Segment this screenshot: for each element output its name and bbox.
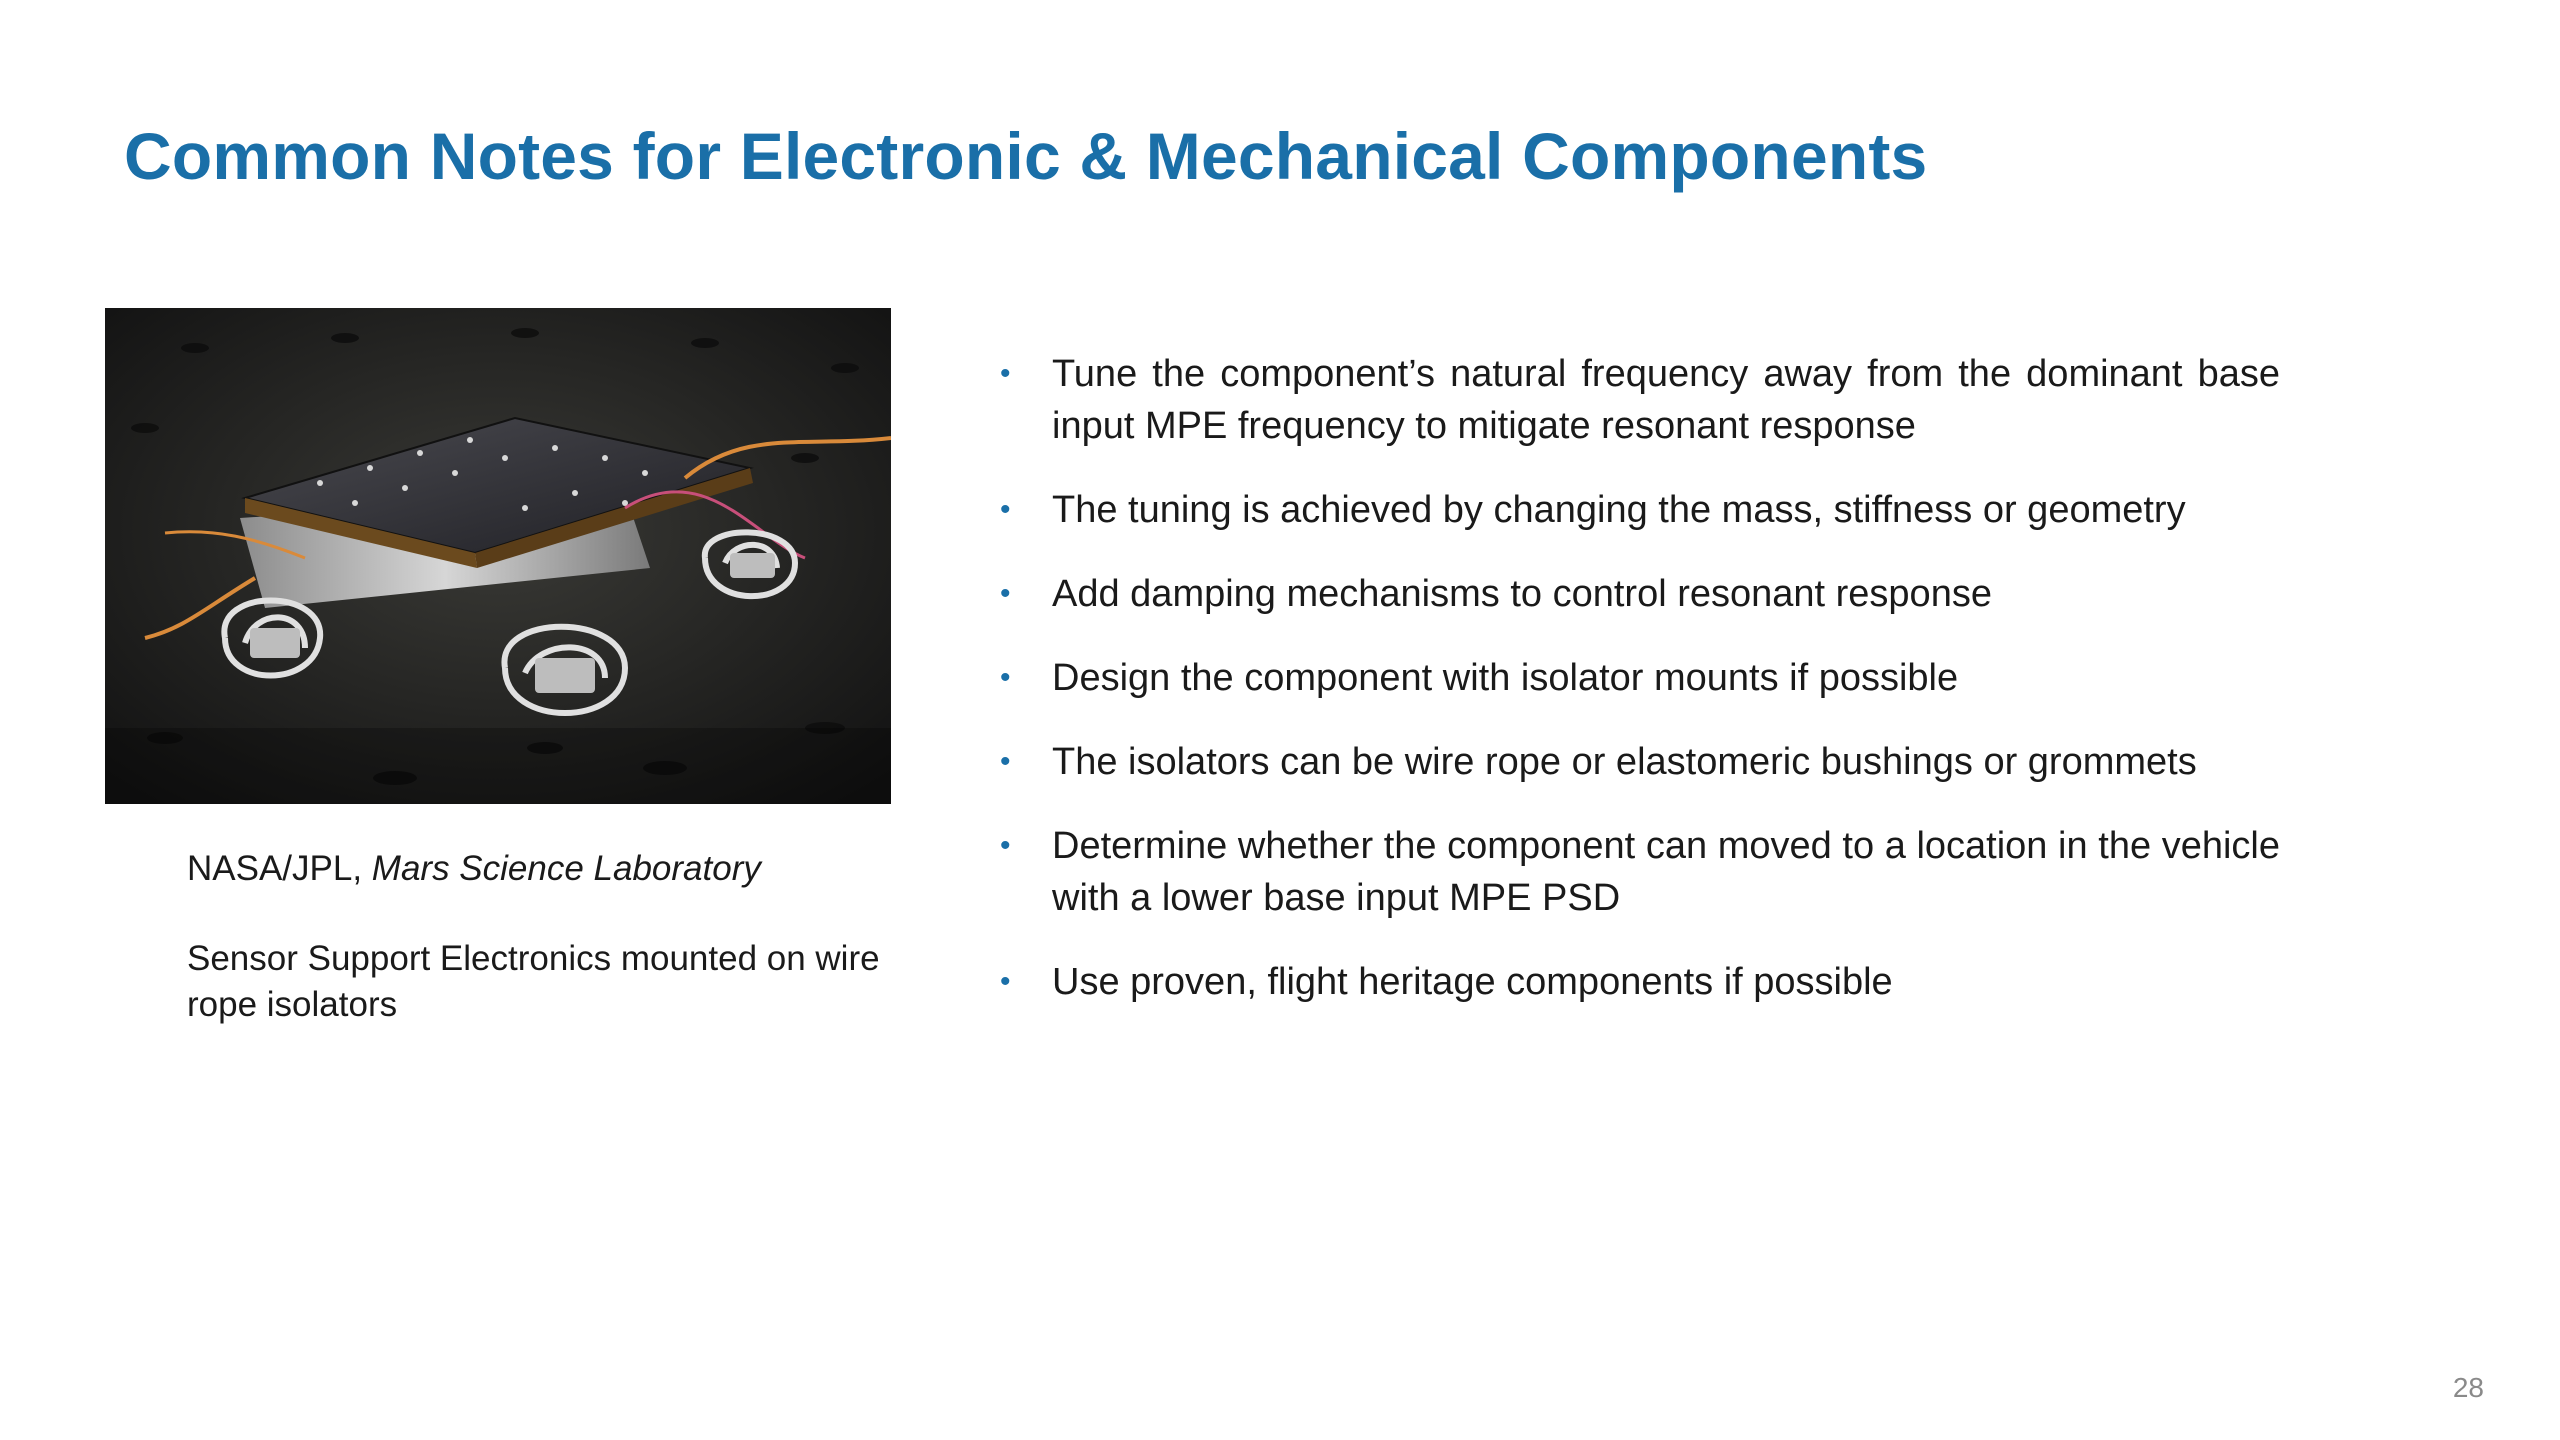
bullet-item xyxy=(1000,568,2280,620)
bullet-list xyxy=(1000,348,2280,1040)
bullet-text: Add damping mechanisms to control resonant response xyxy=(1052,573,1992,615)
page-number: 28 xyxy=(2452,1372,2484,1403)
photo-caption xyxy=(187,846,887,1028)
slide-title: Common Notes for Electronic & Mechanical Components xyxy=(124,119,1928,193)
bullet-dot: • xyxy=(1000,493,1011,526)
bullet-dot: • xyxy=(1000,357,1011,390)
bullet-text: Tune the component’s natural frequency away from the dominant base input MPE frequency to mitigate resonant response xyxy=(1052,353,2280,447)
bullet-item xyxy=(1000,736,2280,788)
photo-credit xyxy=(187,846,887,892)
bullet-dot: • xyxy=(1000,661,1011,694)
photo-description: Sensor Support Electronics mounted on wire rope isolators xyxy=(187,939,880,1024)
credit-mission: Mars Science Laboratory xyxy=(371,849,761,888)
bullet-text: The isolators can be wire rope or elastomeric bushings or grommets xyxy=(1052,741,2197,783)
bullet-dot: • xyxy=(1000,829,1011,862)
bullet-dot: • xyxy=(1000,577,1011,610)
bullet-text: The tuning is achieved by changing the mass, stiffness or geometry xyxy=(1052,489,2186,531)
bullet-text: Design the component with isolator mounts if possible xyxy=(1052,657,1959,699)
bullet-text: Determine whether the component can moved to a location in the vehicle with a lower base input MPE PSD xyxy=(1052,825,2280,919)
bullet-item xyxy=(1000,484,2280,536)
bullet-item xyxy=(1000,348,2280,452)
bullet-dot: • xyxy=(1000,745,1011,778)
bullet-item xyxy=(1000,652,2280,704)
bullet-item xyxy=(1000,956,2280,1008)
photo-sensor-electronics xyxy=(105,308,891,804)
bullet-item xyxy=(1000,820,2280,924)
bullet-text: Use proven, flight heritage components if possible xyxy=(1052,961,1893,1003)
bullet-dot: • xyxy=(1000,965,1011,998)
credit-prefix: NASA/JPL, xyxy=(187,849,372,888)
